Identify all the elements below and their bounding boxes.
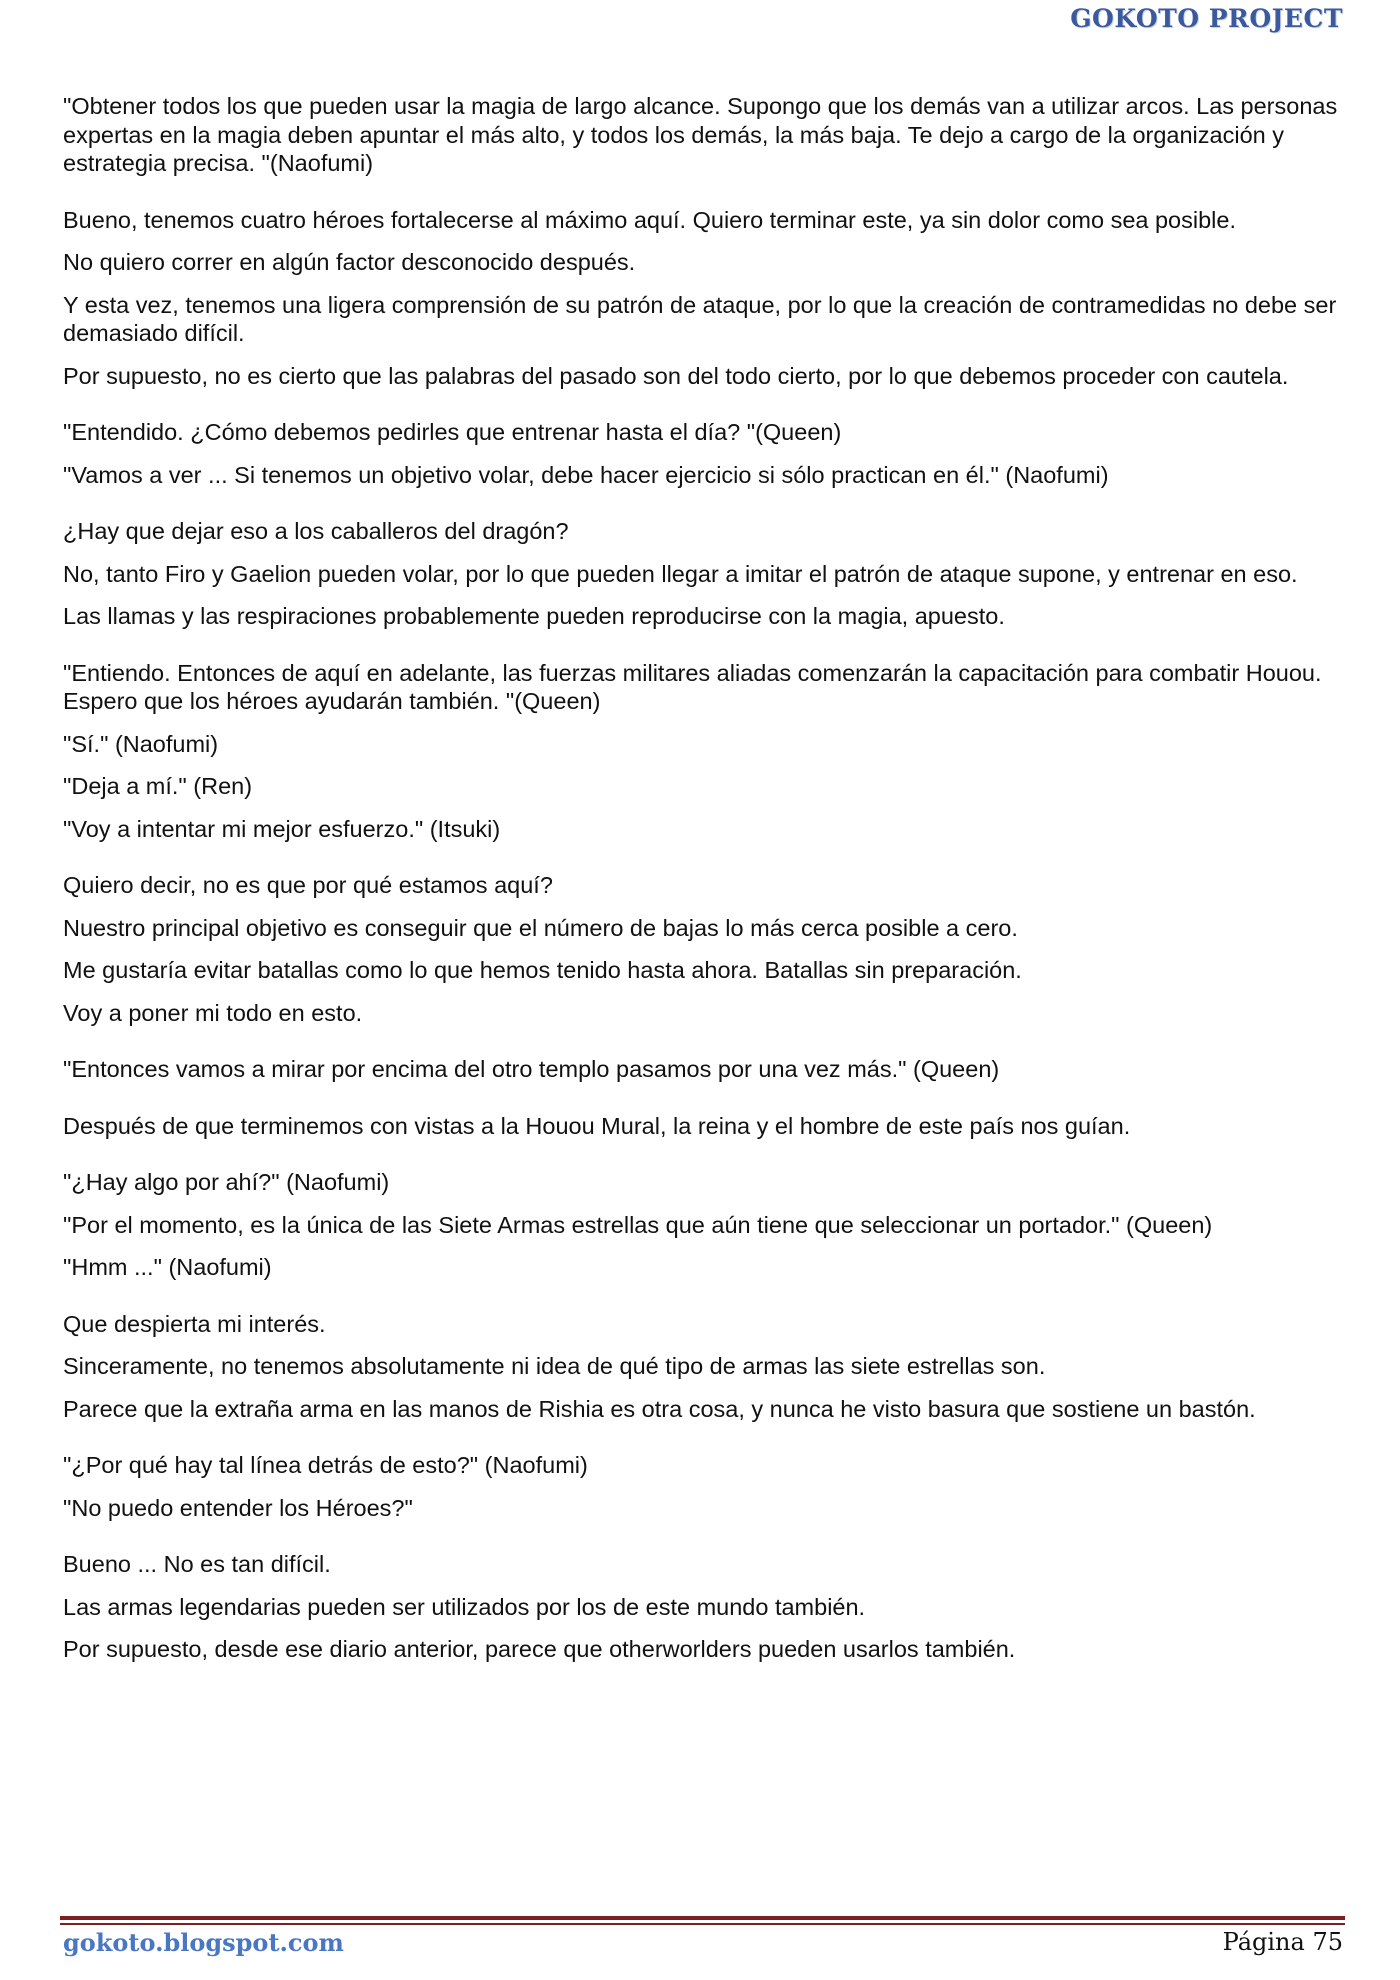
paragraph: Y esta vez, tenemos una ligera comprensión de su patrón de ataque, por lo que la creación de contramedidas no debe ser demasiado difícil. bbox=[63, 291, 1343, 346]
paragraph: "Vamos a ver ... Si tenemos un objetivo volar, debe hacer ejercicio si sólo practican en él." (Naofumi) bbox=[63, 461, 1109, 488]
text-block bbox=[63, 92, 1343, 178]
paragraph: Voy a poner mi todo en esto. bbox=[63, 999, 363, 1026]
paragraph: "¿Por qué hay tal línea detrás de esto?" (Naofumi) bbox=[63, 1452, 588, 1478]
footer-rule-thick bbox=[60, 1916, 1345, 1920]
text-block bbox=[63, 1168, 1343, 1282]
paragraph: Las llamas y las respiraciones probablemente pueden reproducirse con la magia, apuesto. bbox=[63, 603, 1005, 629]
text-block bbox=[63, 517, 1343, 631]
paragraph: Las armas legendarias pueden ser utilizados por los de este mundo también. bbox=[63, 1593, 866, 1620]
paragraph: Bueno, tenemos cuatro héroes fortalecerse al máximo aquí. Quiero terminar este, ya sin dolor como sea posible. bbox=[63, 206, 1236, 233]
page-body bbox=[63, 92, 1343, 1664]
paragraph: "Por el momento, es la única de las Siete Armas estrellas que aún tiene que seleccionar un portador." (Queen) bbox=[63, 1211, 1213, 1238]
paragraph: "Obtener todos los que pueden usar la magia de largo alcance. Supongo que los demás van a utilizar arcos. Las personas expertas en la magia deben apuntar el más alto, y todos los demás, la más baja. Te dejo a cargo de la organización y estrategia precisa. "(Naofumi) bbox=[63, 93, 1344, 176]
paragraph: "Voy a intentar mi mejor esfuerzo." (Itsuki) bbox=[63, 815, 501, 842]
paragraph: "Entendido. ¿Cómo debemos pedirles que entrenar hasta el día? "(Queen) bbox=[63, 419, 842, 445]
paragraph: Me gustaría evitar batallas como lo que hemos tenido hasta ahora. Batallas sin preparación. bbox=[63, 957, 1022, 983]
text-block bbox=[63, 1310, 1343, 1424]
text-block bbox=[63, 871, 1343, 1027]
footer-rule-thin bbox=[60, 1923, 1345, 1925]
paragraph: "Deja a mí." (Ren) bbox=[63, 773, 253, 799]
paragraph: Nuestro principal objetivo es conseguir que el número de bajas lo más cerca posible a cero. bbox=[63, 914, 1018, 941]
paragraph: "Entonces vamos a mirar por encima del otro templo pasamos por una vez más." (Queen) bbox=[63, 1056, 1000, 1082]
paragraph: "Sí." (Naofumi) bbox=[63, 730, 219, 757]
text-block bbox=[63, 1451, 1343, 1522]
paragraph: Bueno ... No es tan difícil. bbox=[63, 1551, 331, 1577]
paragraph: ¿Hay que dejar eso a los caballeros del dragón? bbox=[63, 518, 569, 544]
paragraph: "No puedo entender los Héroes?" bbox=[63, 1494, 413, 1521]
paragraph: Parece que la extraña arma en las manos de Rishia es otra cosa, y nunca he visto basura que sostiene un bastón. bbox=[63, 1395, 1256, 1422]
paragraph: Que despierta mi interés. bbox=[63, 1310, 326, 1337]
paragraph: No quiero correr en algún factor desconocido después. bbox=[63, 249, 636, 275]
paragraph: "Entiendo. Entonces de aquí en adelante, las fuerzas militares aliadas comenzarán la capacitación para combatir Houou. Espero que los héroes ayudarán también. "(Queen) bbox=[63, 659, 1329, 714]
paragraph: Sinceramente, no tenemos absolutamente ni idea de qué tipo de armas las siete estrellas son. bbox=[63, 1353, 1046, 1379]
text-block bbox=[63, 1055, 1343, 1084]
text-block bbox=[63, 418, 1343, 489]
footer-site-link[interactable]: gokoto.blogspot.com bbox=[63, 1928, 344, 1957]
text-block bbox=[63, 1112, 1343, 1141]
paragraph: Quiero decir, no es que por qué estamos aquí? bbox=[63, 872, 553, 898]
text-block bbox=[63, 206, 1343, 391]
paragraph: "Hmm ..." (Naofumi) bbox=[63, 1254, 272, 1280]
paragraph: "¿Hay algo por ahí?" (Naofumi) bbox=[63, 1169, 390, 1195]
paragraph: No, tanto Firo y Gaelion pueden volar, por lo que pueden llegar a imitar el patrón de ataque supone, y entrenar en eso. bbox=[63, 560, 1298, 587]
paragraph: Por supuesto, desde ese diario anterior, parece que otherworlders pueden usarlos también. bbox=[63, 1636, 1016, 1662]
footer-page-number: Página 75 bbox=[1222, 1928, 1343, 1956]
paragraph: Después de que terminemos con vistas a la Houou Mural, la reina y el hombre de este país nos guían. bbox=[63, 1112, 1131, 1139]
header-brand-logo: GOKOTO PROJECT bbox=[1070, 4, 1343, 33]
paragraph: Por supuesto, no es cierto que las palabras del pasado son del todo cierto, por lo que debemos proceder con cautela. bbox=[63, 362, 1289, 389]
text-block bbox=[63, 659, 1343, 844]
text-block bbox=[63, 1550, 1343, 1664]
